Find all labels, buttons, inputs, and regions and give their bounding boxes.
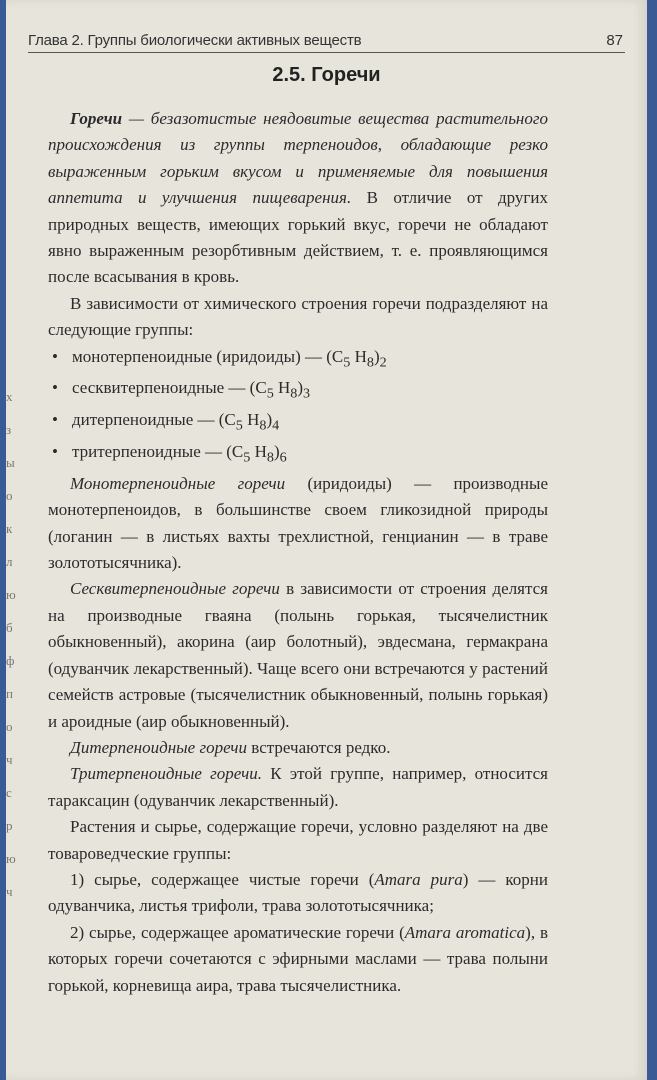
definition-rest: В отличие от других природных веществ, имеющих горький вкус, горечи не обладают явно выраженным резорбтивным действием, т. е. проявляющимся после всасывания в кровь.	[48, 188, 548, 287]
margin-fragment: б	[6, 620, 13, 635]
latin-term: Amara pura	[374, 869, 463, 889]
body-text	[48, 106, 548, 999]
groups-list	[48, 344, 548, 471]
formula-part: H	[242, 410, 260, 430]
item-text: ), в которых горечи сочетаются с эфирными маслами — трава полыни горькой, корневища аира, трава тысячелистника.	[48, 922, 548, 995]
triterpenoid-paragraph	[48, 761, 548, 814]
formula-part: H	[250, 442, 267, 462]
margin-fragment: п	[6, 686, 13, 701]
list-item	[52, 439, 548, 471]
item-text: ) — корни одуванчика, листья трифоли, трава золототысячника;	[48, 869, 548, 916]
subscript: 5	[243, 449, 251, 466]
definition-italic: — безазотистые неядовитые вещества растительного происхождения из группы терпеноидов, обладающие резко выраженным горьким вкусом и применяемые для повышения аппетита и улучшения пищеварения.	[48, 109, 548, 208]
bullet-symbol: •	[52, 346, 58, 366]
margin-fragment: ф	[6, 653, 15, 668]
subscript: 6	[279, 449, 287, 466]
margin-fragment: л	[6, 554, 13, 569]
diterpenoid-paragraph	[48, 735, 548, 761]
run-in-heading: Тритерпеноидные горечи.	[70, 764, 262, 784]
section-title: 2.5. Горечи	[272, 64, 381, 86]
bullet-symbol: •	[52, 378, 58, 398]
formula-part: )	[373, 346, 380, 366]
commodity-intro: Растения и сырье, содержащие горечи, условно разделяют на две товароведческие группы:	[48, 817, 548, 863]
adjacent-page-fragments	[6, 380, 20, 910]
group-name: дитерпеноидные — (C	[72, 410, 236, 430]
margin-fragment: ч	[6, 884, 13, 899]
subscript: 8	[259, 417, 267, 434]
subscript: 5	[343, 354, 351, 371]
margin-fragment: к	[6, 521, 13, 536]
subscript: 5	[266, 385, 274, 402]
monoterpenoid-paragraph	[48, 471, 548, 577]
paragraph-text: в зависимости от строения делятся на производные гваяна (полынь горькая, тысячелистник обыкновенный), акорина (аир болотный), эвдесмана, гермакрана (одуванчик лекарственный). Чаще всего они встречаются у растений семейств астровые (тысячелистник обыкновенный, полынь горькая) и ароидные (аир обыкновенный).	[48, 579, 548, 731]
margin-fragment: з	[6, 422, 12, 437]
run-in-heading: Сесквитерпеноидные горечи	[70, 579, 280, 599]
item-text: 2) сырье, содержащее ароматические горечи (	[70, 922, 405, 942]
margin-fragment: х	[6, 389, 13, 404]
groups-intro: В зависимости от химического строения горечи подразделяют на следующие группы:	[48, 293, 548, 340]
margin-fragment: р	[6, 818, 13, 833]
bullet-symbol: •	[52, 410, 58, 430]
paragraph-text: (иридоиды) — производные монотерпеноидов, в большинстве своем гликозидной природы (логанин — в листьях вахты трехлистной, генцианин — в траве золототысячника).	[48, 473, 548, 573]
subscript: 3	[303, 385, 311, 402]
page-number: 87	[606, 32, 623, 49]
margin-fragment: ю	[6, 851, 16, 866]
definition-term: Горечи	[70, 109, 123, 128]
subscript: 5	[235, 417, 243, 434]
group-name: сесквитерпеноидные — (C	[72, 378, 267, 398]
margin-fragment: ю	[6, 587, 16, 602]
list-item	[52, 344, 548, 376]
margin-fragment: о	[6, 719, 13, 734]
paragraph-text: встречаются редко.	[247, 737, 391, 757]
subscript: 4	[272, 417, 280, 434]
book-page	[6, 0, 647, 1080]
subscript: 8	[366, 354, 374, 371]
latin-term: Amara aromatica	[404, 922, 526, 942]
subscript: 8	[266, 449, 274, 466]
subscript: 2	[379, 354, 387, 371]
chapter-title: Глава 2. Группы биологически активных веществ	[28, 32, 362, 49]
list-item	[52, 407, 548, 439]
margin-fragment: о	[6, 488, 13, 503]
margin-fragment: ч	[6, 752, 13, 767]
group-name: монотерпеноидные (иридоиды) — (C	[72, 346, 344, 366]
margin-fragment: с	[6, 785, 12, 800]
commodity-item-1	[48, 867, 548, 920]
running-header	[28, 30, 625, 53]
commodity-item-2	[48, 920, 548, 999]
subscript: 8	[290, 385, 298, 402]
formula-part: H	[350, 346, 367, 366]
definition-paragraph	[48, 106, 548, 291]
formula-part: )	[297, 378, 304, 398]
list-item	[52, 375, 548, 407]
margin-fragment: ы	[6, 455, 15, 470]
bullet-symbol: •	[52, 442, 58, 462]
sesquiterpenoid-paragraph	[48, 576, 548, 734]
group-name: тритерпеноидные — (C	[72, 442, 244, 462]
formula-part: H	[273, 378, 291, 398]
formula-part: )	[273, 442, 280, 462]
run-in-heading: Дитерпеноидные горечи	[70, 737, 248, 757]
item-text: 1) сырье, содержащее чистые горечи (	[70, 869, 375, 889]
paragraph-text: К этой группе, например, относится тараксацин (одуванчик лекарственный).	[48, 764, 548, 810]
run-in-heading: Монотерпеноидные горечи	[70, 473, 286, 493]
formula-part: )	[266, 410, 273, 430]
